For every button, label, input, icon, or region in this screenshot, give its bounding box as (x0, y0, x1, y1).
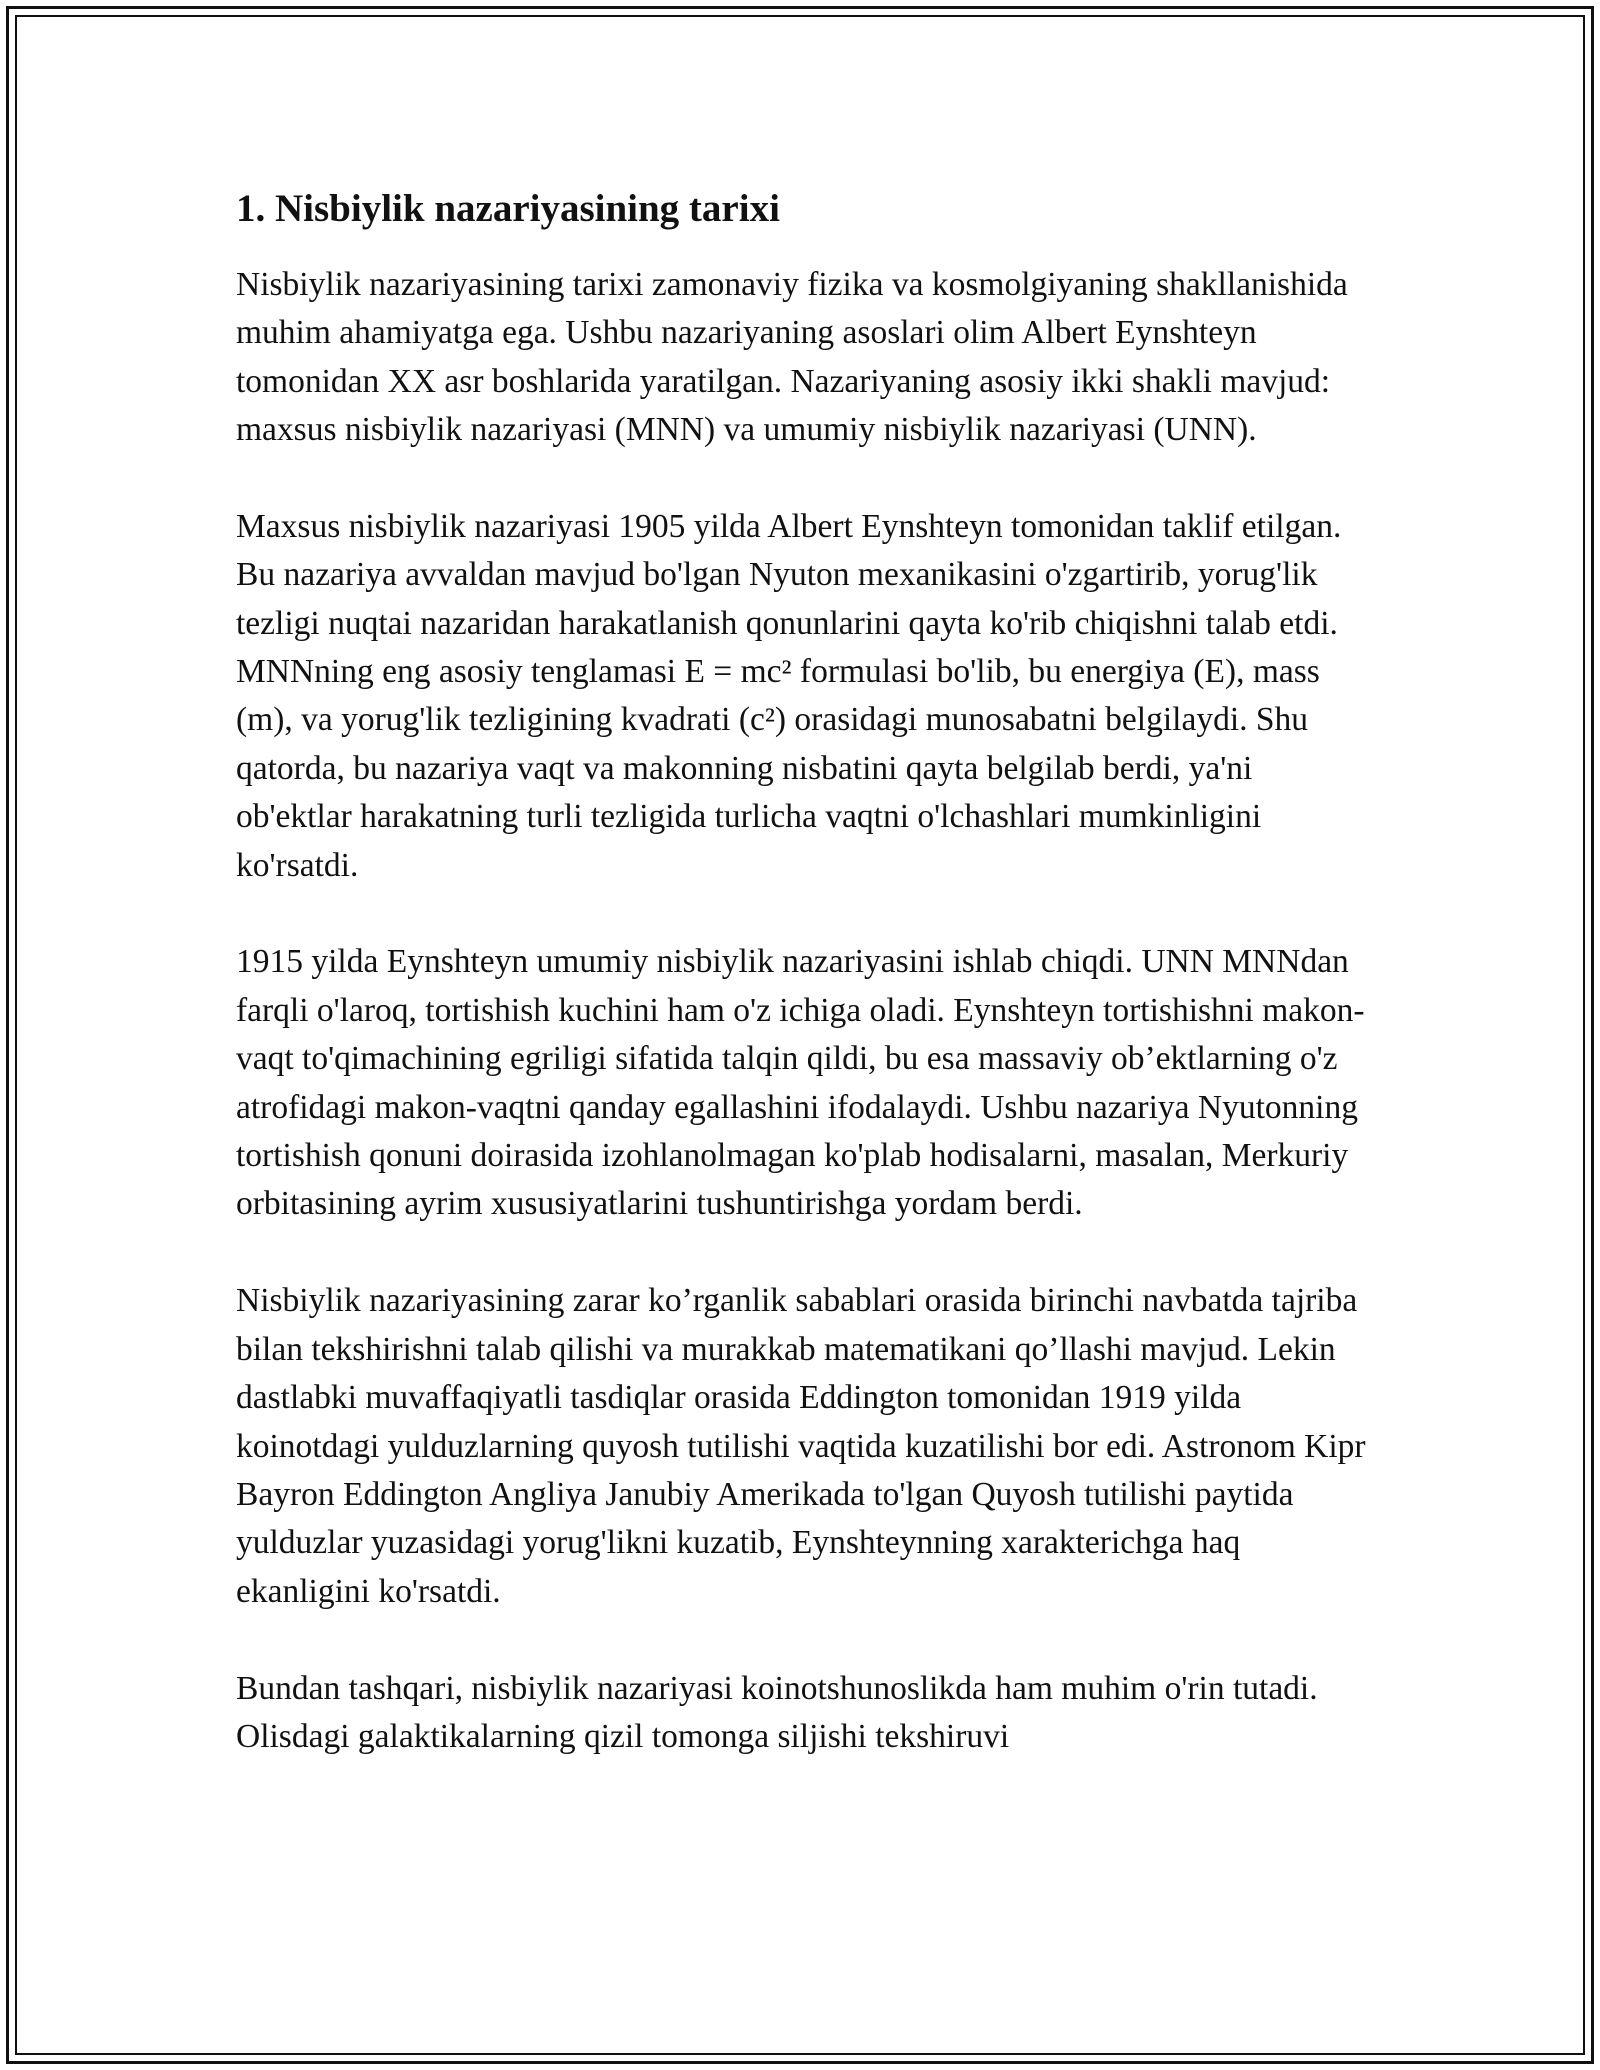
document-body (236, 186, 1366, 1810)
section-heading: 1. Nisbiylik nazariyasining tarixi (236, 187, 780, 230)
paragraph-cosmology: Bundan tashqari, nisbiylik nazariyasi koinotshunoslikda ham muhim o'rin tutadi. Olisdagi galaktikalarning qizil tomonga siljishi tekshiruvi (236, 1669, 1318, 1755)
paragraph-eddington: Nisbiylik nazariyasining zarar ko’rganlik sabablari orasida birinchi navbatda tajriba bilan tekshirishni talab qilishi va murakkab matematikani qo’llashi mavjud. Lekin dastlabki muvaffaqiyatli tasdiqlar orasida Eddington tomonidan 1919 yilda koinotdagi yulduzlarning quyosh tutilishi vaqtida kuzatilishi bor edi. Astronom Kipr Bayron Eddington Angliya Janubiy Amerikada to'lgan Quyosh tutilishi paytida yulduzlar yuzasidagi yorug'likni kuzatib, Eynshteynning xarakterichga haq ekanligini ko'rsatdi. (236, 1282, 1366, 1610)
paragraph-intro: Nisbiylik nazariyasining tarixi zamonaviy fizika va kosmolgiyaning shakllanishida muhim ahamiyatga ega. Ushbu nazariyaning asoslari olim Albert Eynshteyn tomonidan XX asr boshlarida yaratilgan. Nazariyaning asosiy ikki shakli mavjud: maxsus nisbiylik nazariyasi (MNN) va umumiy nisbiylik nazariyasi (UNN). (236, 265, 1348, 449)
paragraph-general-relativity: 1915 yilda Eynshteyn umumiy nisbiylik nazariyasini ishlab chiqdi. UNN MNNdan farqli o'laroq, tortishish kuchini ham o'z ichiga oladi. Eynshteyn tortishishni makon-vaqt to'qimachining egriligi sifatida talqin qildi, bu esa massaviy ob’ektlarning o'z atrofidagi makon-vaqtni qanday egallashini ifodalaydi. Ushbu nazariya Nyutonning tortishish qonuni doirasida izohlanolmagan ko'plab hodisalarni, masalan, Merkuriy orbitasining ayrim xususiyatlarini tushuntirishga yordam berdi. (236, 943, 1365, 1223)
paragraph-special-relativity: Maxsus nisbiylik nazariyasi 1905 yilda Albert Eynshteyn tomonidan taklif etilgan. Bu nazariya avvaldan mavjud bo'lgan Nyuton mexanikasini o'zgartirib, yorug'lik tezligi nuqtai nazaridan harakatlanish qonunlarini qayta ko'rib chiqishni talab etdi. MNNning eng asosiy tenglamasi E = mc² formulasi bo'lib, bu energiya (E), mass (m), va yorug'lik tezligining kvadrati (c²) orasidagi munosabatni belgilaydi. Shu qatorda, bu nazariya vaqt va makonning nisbatini qayta belgilab berdi, ya'ni ob'ektlar harakatning turli tezligida turlicha vaqtni o'lchashlari mumkinligini ko'rsatdi. (236, 507, 1342, 884)
